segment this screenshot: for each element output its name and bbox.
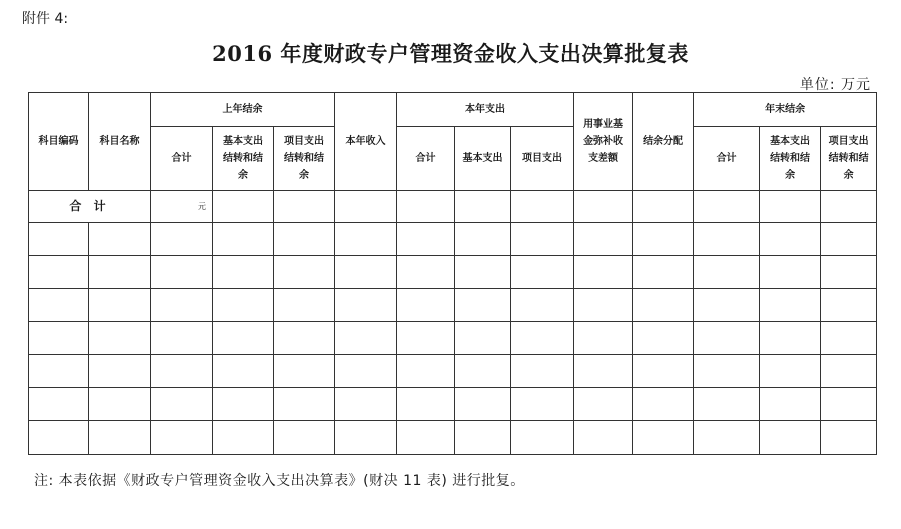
table-cell [574,388,633,421]
attachment-label: 附件 4: [22,11,69,27]
table-cell [89,256,151,289]
table-cell [274,322,335,355]
table-cell [213,421,274,455]
table-cell [151,421,213,455]
table-cell [694,223,760,256]
table-cell [274,223,335,256]
table-cell [694,289,760,322]
table-cell [455,421,511,455]
table-cell [821,322,877,355]
page-title: 2016 年度财政专户管理资金收入支出决算批复表 [212,41,689,66]
table-cell [455,289,511,322]
table-cell [213,388,274,421]
table-cell [760,256,821,289]
table-cell [760,388,821,421]
table-cell [29,421,89,455]
table-cell [29,223,89,256]
table-cell [821,388,877,421]
header-current-year-expense: 本年支出 [397,93,574,127]
table-cell [29,256,89,289]
table-cell [821,223,877,256]
table-cell [274,388,335,421]
table-cell [821,355,877,388]
table-cell [511,421,574,455]
table-cell [694,322,760,355]
table-cell [151,355,213,388]
table-cell [760,289,821,322]
table-cell [633,256,694,289]
table-cell [397,388,455,421]
footnote: 注: 本表依据《财政专户管理资金收入支出决算表》(财决 11 表) 进行批复。 [34,473,525,489]
table-cell [213,256,274,289]
table-cell [274,421,335,455]
table-cell [213,322,274,355]
table-cell [511,388,574,421]
table-row [29,223,877,256]
table-cell [511,355,574,388]
table-cell [29,355,89,388]
table-cell [455,223,511,256]
table-cell [821,289,877,322]
table-cell [821,256,877,289]
table-cell [397,289,455,322]
table-cell [455,355,511,388]
table-row [29,388,877,421]
table-cell [151,223,213,256]
header-prev-basic-carryover: 基本支出结转和结余 [213,127,274,191]
table-cell [213,223,274,256]
table-cell [335,256,397,289]
table-row [29,322,877,355]
table-cell [89,289,151,322]
table-cell [455,256,511,289]
header-balance-allocation: 结余分配 [633,93,694,191]
table-cell [89,388,151,421]
table-cell [397,256,455,289]
table-cell [397,355,455,388]
table-cell [574,256,633,289]
table-cell [633,289,694,322]
table-cell [694,355,760,388]
header-subject-name: 科目名称 [89,93,151,191]
approval-table [28,92,877,455]
table-cell [760,223,821,256]
table-cell [89,223,151,256]
table-body [29,191,877,455]
table-cell [274,355,335,388]
header-prev-project-carryover: 项目支出结转和结余 [274,127,335,191]
table-cell [455,322,511,355]
table-cell [511,322,574,355]
total-prev-subtotal: 元 [151,191,213,223]
table-cell [633,355,694,388]
table-row [29,256,877,289]
table-cell [213,289,274,322]
table-cell [274,289,335,322]
header-expense-subtotal: 合计 [397,127,455,191]
total-label: 合 计 [29,191,151,223]
header-end-project-carryover: 项目支出结转和结余 [821,127,877,191]
table-cell [335,388,397,421]
table-cell [151,322,213,355]
table-cell [455,388,511,421]
table-cell [633,421,694,455]
table-cell [397,421,455,455]
table-cell [274,256,335,289]
header-current-year-income: 本年收入 [335,93,397,191]
table-cell [511,223,574,256]
table-cell [89,322,151,355]
header-end-basic-carryover: 基本支出结转和结余 [760,127,821,191]
header-end-subtotal: 合计 [694,127,760,191]
table-cell [151,256,213,289]
header-project-expense: 项目支出 [511,127,574,191]
table-cell [335,223,397,256]
table-cell [335,421,397,455]
header-prev-year-balance: 上年结余 [151,93,335,127]
table-cell [89,355,151,388]
table-cell [574,421,633,455]
table-cell [574,223,633,256]
header-basic-expense: 基本支出 [455,127,511,191]
header-business-fund-offset: 用事业基金弥补收支差额 [574,93,633,191]
table-cell [335,289,397,322]
table-cell [633,388,694,421]
header-prev-subtotal: 合计 [151,127,213,191]
table-row [29,289,877,322]
table-cell [511,289,574,322]
table-cell [694,256,760,289]
header-year-end-balance: 年末结余 [694,93,877,127]
table-cell [821,421,877,455]
unit-label: 单位: 万元 [799,77,871,93]
table-row [29,421,877,455]
table-cell [89,421,151,455]
table-cell [29,388,89,421]
table-cell [760,421,821,455]
table-cell [694,421,760,455]
table-cell [151,289,213,322]
table-cell [760,322,821,355]
total-row [29,191,877,223]
header-subject-code: 科目编码 [29,93,89,191]
table-cell [633,223,694,256]
table-cell [213,355,274,388]
table-cell [335,322,397,355]
table-cell [574,355,633,388]
table-cell [397,322,455,355]
table-cell [633,322,694,355]
table-cell [760,355,821,388]
table-cell [694,388,760,421]
table-cell [397,223,455,256]
table-cell [151,388,213,421]
table-cell [335,355,397,388]
table-cell [29,322,89,355]
table-cell [574,289,633,322]
table-cell [574,322,633,355]
table-cell [29,289,89,322]
table-cell [511,256,574,289]
table-row [29,355,877,388]
